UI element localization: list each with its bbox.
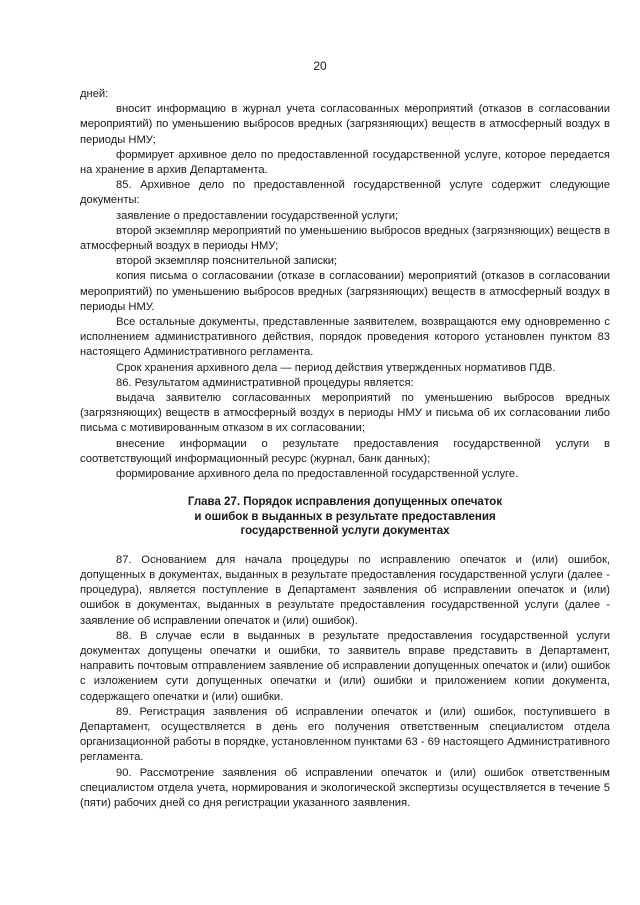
- paragraph: копия письма о согласовании (отказе в согласовании) мероприятий (отказов в согласовании мероприятий) по уменьшению выбросов вредных (загрязняющих) веществ в атмосферный воздух в периоды НМУ.: [80, 270, 610, 313]
- paragraph: заявление о предоставлении государственной услуги;: [116, 209, 399, 222]
- paragraphs-after-heading: [80, 553, 610, 811]
- chapter-heading-line: и ошибок в выданных в результате предоставления: [194, 510, 496, 523]
- chapter-heading: [80, 495, 610, 539]
- paragraph: Все остальные документы, представленные заявителем, возвращаются ему одновременно с исполнением административного действия, порядок проведения которого установлен пунктом 83 настоящего Административного регламента.: [80, 316, 610, 359]
- paragraph: 87. Основанием для начала процедуры по исправлению опечаток и (или) ошибок, допущенных в документах, выданных в результате предоставления государственной услуги (далее - процедура), является поступление в Департамент заявления об исправлении опечаток и (или) ошибок в документах, выданных в результате предоставления государственной услуги (далее - заявление об исправлении опечаток и (или) ошибок).: [80, 553, 610, 627]
- paragraph: дней:: [80, 88, 109, 100]
- paragraph: Срок хранения архивного дела — период действия утвержденных нормативов ПДВ.: [116, 361, 556, 374]
- paragraphs-before-heading: [80, 87, 610, 482]
- paragraph: 85. Архивное дело по предоставленной государственной услуге содержит следующие документы:: [80, 179, 610, 207]
- paragraph: 90. Рассмотрение заявления об исправлении опечаток и (или) ошибок ответственным специалистом отдела учета, нормирования и экологической экспертизы осуществляется в течение 5 (пяти) рабочих дней со дня регистрации указанного заявления.: [80, 766, 610, 810]
- paragraph: второй экземпляр мероприятий по уменьшению выбросов вредных (загрязняющих) веществ в атмосферный воздух в периоды НМУ;: [80, 224, 610, 253]
- paragraph: 89. Регистрация заявления об исправлении опечаток и (или) ошибок, поступившего в Департамент, осуществляется в день его получения ответственным специалистом отдела организационной работы в порядке, установленном пунктами 63 - 69 настоящего Административного регламента.: [80, 705, 611, 764]
- paragraph: 88. В случае если в выданных в результате предоставления государственной услуги документах допущены опечатки и ошибки, то заявитель вправе представить в Департамент, направить почтовым отправлением заявление об исправлении допущенных опечаток и (или) ошибок с изложением сути допущенных опечатки и (или) ошибки и приложением копии документа, содержащего опечатки и (или) ошибки.: [80, 629, 610, 703]
- paragraph: выдача заявителю согласованных мероприятий по уменьшению выбросов вредных (загрязняющих) веществ в атмосферный воздух в периоды НМУ и письма об их согласовании либо письма с мотивированным отказом в их согласовании;: [80, 392, 610, 435]
- paragraph: второй экземпляр пояснительной записки;: [116, 255, 338, 268]
- paragraph: формирование архивного дела по предоставленной государственной услуге.: [116, 468, 519, 481]
- paragraph: внесение информации о результате предоставления государственной услуги в соответствующий информационный ресурс (журнал, банк данных);: [80, 437, 610, 465]
- page-number: 20: [313, 59, 327, 73]
- document-body: [80, 87, 610, 811]
- paragraph: формирует архивное дело по предоставленной государственной услуге, которое передается на хранение в архив Департамента.: [80, 148, 610, 177]
- paragraph: вносит информацию в журнал учета согласованных мероприятий (отказов в согласовании мероприятий) по уменьшению выбросов вредных (загрязняющих) веществ в атмосферный воздух в периоды НМУ;: [80, 103, 610, 146]
- chapter-heading-line: государственной услуги документах: [240, 525, 450, 538]
- chapter-heading-line: Глава 27. Порядок исправления допущенных опечаток: [187, 496, 503, 509]
- paragraph: 86. Результатом административной процедуры является:: [116, 376, 414, 389]
